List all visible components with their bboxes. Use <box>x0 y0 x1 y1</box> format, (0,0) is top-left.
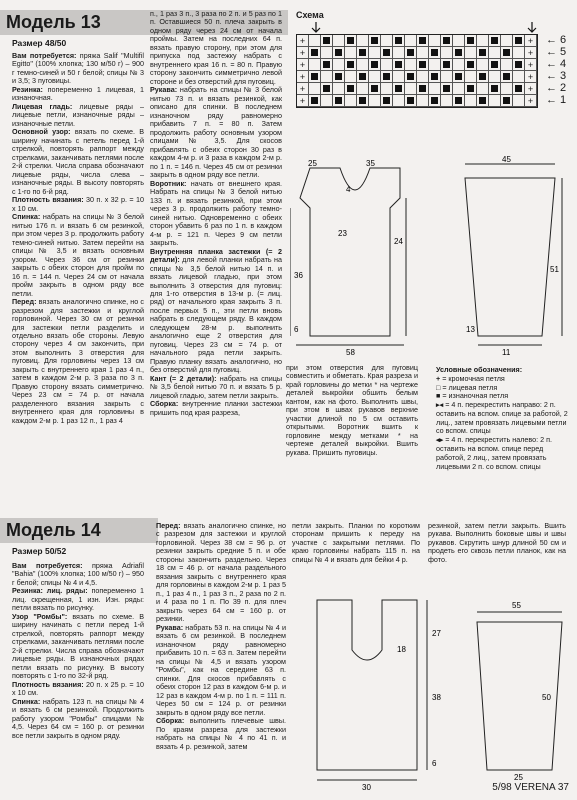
paragraph-text: набрать на спицы № 3,5 белой нитью 70 п. и вязать 5 р. лицевой гладью, затем петли закрыть. <box>150 373 282 400</box>
model13-middle-column <box>150 10 282 500</box>
scheme-cell <box>381 35 393 47</box>
dim-label: 30 <box>362 783 371 790</box>
scheme-cell <box>489 35 501 47</box>
paragraph <box>12 681 144 698</box>
scheme-cell: + <box>525 59 537 71</box>
scheme-cell <box>405 95 417 107</box>
scheme-cell: + <box>525 95 537 107</box>
paragraph <box>12 562 144 587</box>
paragraph <box>12 196 144 213</box>
paragraph-lead: Перед: <box>156 522 181 530</box>
dim-label: 25 <box>514 773 523 782</box>
magazine-issue: 5/98 VERENA <box>492 782 556 793</box>
scheme-row-number: ← 4 <box>546 58 567 70</box>
scheme-cell <box>393 35 405 47</box>
paragraph-text: попеременно 1 лиц. скрещенная, 1 изн. Изн. ряды: петли вязать по рисунку. <box>12 586 144 613</box>
scheme-cell <box>309 71 321 83</box>
legend-symbol-icon: ▸◂ <box>436 400 444 410</box>
scheme-cell <box>453 71 465 83</box>
scheme-cell <box>489 83 501 95</box>
scheme-cell <box>309 47 321 59</box>
page-number: 37 <box>557 782 569 793</box>
scheme-cell: + <box>297 83 309 95</box>
scheme-cell <box>357 83 369 95</box>
scheme-cell <box>417 83 429 95</box>
scheme-cell <box>333 47 345 59</box>
paragraph-lead: Кант (= 2 детали): <box>150 373 217 383</box>
scheme-cell <box>513 83 525 95</box>
scheme-cell <box>453 35 465 47</box>
scheme-cell <box>453 47 465 59</box>
scheme-cell <box>345 59 357 71</box>
legend-text: = кромочная петля <box>440 373 505 383</box>
scheme-cell <box>453 95 465 107</box>
scheme-row-number: ← 2 <box>546 82 567 94</box>
front-piece-outline <box>317 600 417 770</box>
dim-label: 13 <box>466 325 475 334</box>
scheme-cell <box>393 47 405 59</box>
paragraph-text: набрать 123 п. на спицы № 4 и вязать 6 см резинкой. Продолжить работу узором "Ромбы" спицами № 4,5. Через 64 см = 160 р. от резинки все петли закрыть в одном ряду. <box>12 696 144 740</box>
dim-label: 35 <box>366 159 375 168</box>
scheme-cell: + <box>297 47 309 59</box>
scheme-cell <box>429 95 441 107</box>
scheme-cell <box>333 83 345 95</box>
paragraph-lead: Вам потребуется: <box>12 562 83 570</box>
scheme-cell <box>381 95 393 107</box>
scheme-cell <box>357 47 369 59</box>
scheme-arrows <box>296 20 556 36</box>
scheme-cell <box>477 83 489 95</box>
paragraph <box>12 128 144 196</box>
scheme-cell <box>369 35 381 47</box>
scheme-cell <box>333 35 345 47</box>
scheme-cell <box>501 83 513 95</box>
scheme-cell <box>381 47 393 59</box>
scheme-cell <box>345 35 357 47</box>
scheme-cell: + <box>525 35 537 47</box>
scheme-cell <box>357 71 369 83</box>
paragraph-text: пряжа Adriafil "Bahia" (100% хлопка; 100 м/50 г) – 950 г белой; спицы № 4 и 4,5. <box>12 562 144 587</box>
paragraph <box>12 298 144 425</box>
scheme-cell <box>393 59 405 71</box>
paragraph <box>12 103 144 128</box>
scheme-cell <box>369 47 381 59</box>
scheme-cell <box>381 59 393 71</box>
paragraph-text: внутренние планки застежки пришить под края разреза, <box>150 399 282 417</box>
paragraph-text: вязать по схеме. В ширину начинать с петли перед 1-й стрелкой, повторять раппорт между стрелками, заканчивать петлями после 2-й стрелки. Числа справа обозначают лицевые ряды. В изнаночных рядах петли вязать по рисунку. В высоту повторять с 1-го по 32-й ряд. <box>12 611 144 681</box>
scheme-cell <box>417 47 429 59</box>
paragraph-lead: Плотность вязания: <box>12 195 84 205</box>
paragraph <box>12 587 144 612</box>
model13-legend <box>436 366 570 471</box>
scheme-cell <box>513 59 525 71</box>
scheme-cell <box>429 35 441 47</box>
paragraph-lead: Рукава: <box>156 622 184 632</box>
paragraph <box>156 522 286 624</box>
dim-label: 38 <box>432 693 441 702</box>
paragraph <box>12 213 144 298</box>
scheme-cell: + <box>297 59 309 71</box>
scheme-cell <box>321 35 333 47</box>
paragraph-lead: Резинка: <box>12 84 43 94</box>
paragraph-text: попеременно 1 лицевая, 1 изнаночная. <box>12 84 144 103</box>
scheme-cell <box>321 47 333 59</box>
dim-label: 50 <box>542 693 551 702</box>
paragraph-text: вязать аналогично спинке, но с разрезом для застежки и круглой горловиной. Через 38 см = 96 р. от резинки закрыть средние 5 п. и обе стороны закончить раздельно. Через 18 см = 46 р. от начала раздельного вязания закрыть с внутреннего края для горловины в каждом 2-м р. 1 раз 5 п., 1 раз 4 п., 1 раз 3 п., 2 раза по 2 п. и 4 раза по 1 п. По 39 п. для плеч закрыть через 64 см = 160 р. от резинки. <box>156 522 286 624</box>
paragraph <box>150 375 282 400</box>
page-footer <box>492 782 569 793</box>
scheme-cell <box>513 47 525 59</box>
paragraph <box>150 400 282 417</box>
scheme-cell <box>309 35 321 47</box>
scheme-cell <box>453 59 465 71</box>
paragraph-lead: Воротник: <box>150 178 187 188</box>
scheme-cell <box>465 95 477 107</box>
scheme-cell <box>405 59 417 71</box>
scheme-cell <box>405 47 417 59</box>
paragraph <box>150 86 282 179</box>
paragraph-text: 30 п. х 32 р. = 10 х 10 см. <box>12 195 144 213</box>
model13-bottom-text: при этом отверстия для пуговиц совместить и обметать. Края разреза и край горловины до метки * на чертеже деталей выкройки обшить белым кантом, как на фото. Выполнить швы, при этом в швах рукавов верхние участки длиной по 5 см оставить открытыми. Воротник вшить к горловине между метками * на чертеже деталей выкройки. Вшить рукава. Пришить пуговицы. <box>286 364 418 457</box>
scheme-cell <box>417 95 429 107</box>
scheme-cell <box>417 71 429 83</box>
model14-right-column: петли закрыть. Планки по коротким сторонам пришить к переду на участке с закрытыми петлями. По краю горловины набрать 115 п. на спицы № 4 и вязать для бейки 4 р. <box>292 522 420 564</box>
scheme-cell <box>333 95 345 107</box>
paragraph <box>150 248 282 375</box>
scheme-cell <box>489 71 501 83</box>
paragraph <box>12 613 144 681</box>
dim-label: 58 <box>346 348 355 357</box>
scheme-cell <box>321 83 333 95</box>
scheme-cell <box>477 95 489 107</box>
scheme-cell <box>357 95 369 107</box>
scheme-cell <box>441 59 453 71</box>
scheme-cell <box>309 59 321 71</box>
paragraph-lead: Сборка: <box>156 716 185 726</box>
dim-label: 11 <box>502 348 511 357</box>
scheme-cell <box>333 59 345 71</box>
scheme-cell <box>405 71 417 83</box>
scheme-cell <box>357 35 369 47</box>
dim-label: 45 <box>502 155 511 164</box>
scheme-cell: + <box>525 83 537 95</box>
scheme-cell <box>501 59 513 71</box>
scheme-cell <box>405 35 417 47</box>
paragraph <box>12 52 144 86</box>
scheme-row-number: ← 6 <box>546 34 567 46</box>
scheme-cell <box>345 47 357 59</box>
scheme-row-number: ← 1 <box>546 94 567 106</box>
scheme-row-number: ← 5 <box>546 46 567 58</box>
paragraph-lead: Плотность вязания: <box>12 679 84 689</box>
arrow-right-icon <box>312 22 320 32</box>
paragraph-lead: Вам потребуется: <box>12 52 77 60</box>
model14-middle-column <box>156 522 286 782</box>
paragraph-lead: Спинка: <box>12 212 41 222</box>
legend-symbol-icon: + <box>436 373 441 383</box>
arrow-left-icon <box>528 22 536 32</box>
paragraph-text: 20 п. х 25 р. = 10 х 10 см. <box>12 679 144 698</box>
scheme-cell <box>309 83 321 95</box>
scheme-cell <box>405 83 417 95</box>
paragraph-lead: Рукава: <box>150 85 178 95</box>
scheme-row-number: ← 3 <box>546 70 567 82</box>
scheme-cell <box>501 95 513 107</box>
paragraph-lead: Основной узор: <box>12 127 71 137</box>
model14-pattern-drawing <box>292 580 577 790</box>
dim-label: 24 <box>394 237 403 246</box>
scheme-cell <box>369 83 381 95</box>
scheme-cell <box>429 83 441 95</box>
scheme-cell <box>309 95 321 107</box>
legend-item <box>436 436 570 471</box>
paragraph-text: для левой планки набрать на спицы № 3,5 белой нитью 14 п. и вязать лицевой гладью, при этом выполнить 3 отверстия для пуговиц: для 1-го отверстия в 13-м р. (= лиц. ряд) от начального края закрыть 3 п. после первых 5 п., эти петли вновь набрать в следующем ряду. В каждом следующем 28-м р. выполнить аналогично еще 2 отверстия для пуговиц. Через 23 см = 74 р. от начального ряда петли закрыть. Правую планку вязать аналогично, но без отверстий для пуговиц. <box>150 255 282 375</box>
scheme-cell <box>321 95 333 107</box>
dim-label: 36 <box>294 271 303 280</box>
model13-size: Размер 48/50 <box>12 38 67 48</box>
legend-symbol-icon: □ <box>436 382 441 392</box>
scheme-cell <box>441 83 453 95</box>
legend-text: = 4 п. перекрестить налево: 2 п. оставить на вспом. спице перед работой, 2 лиц., затем провязать лицевыми 2 п. со вспом. спицы <box>436 435 553 471</box>
scheme-cell <box>465 83 477 95</box>
paragraph <box>12 698 144 740</box>
dim-label: 18 <box>397 645 406 654</box>
scheme-cell <box>513 95 525 107</box>
paragraph <box>156 624 286 717</box>
paragraph-text: вязать по схеме. В ширину начинать с петель перед 1-й стрелкой, повторять раппорт между стрелками, заканчивать петлями после 2-й стрелки. Числа справа обозначают лицевые ряды, числа слева – изнаночные ряды. В высоту повторять с 1-го по 6-й ряд. <box>12 127 144 196</box>
paragraph <box>12 86 144 103</box>
scheme-cell <box>393 95 405 107</box>
scheme-cell <box>465 47 477 59</box>
legend-symbol-icon: ■ <box>436 391 441 401</box>
scheme-cell <box>513 71 525 83</box>
scheme-title: Схема <box>296 10 324 20</box>
scheme-cell <box>465 71 477 83</box>
paragraph <box>150 10 282 86</box>
scheme-cell <box>441 71 453 83</box>
scheme-cell <box>489 47 501 59</box>
scheme-cell <box>345 71 357 83</box>
paragraph-text: набрать на спицы № 3 белой нитью 176 п. и вязать 6 см резинкой, при этом через 3 р. продолжить работу темно-синей нитью. Затем перейти на спицы № 3,5 и вязать основным узором. Через 36 см от резинки закрыть с обеих сторон для пройм по 16 п. = 144 п. Через 24 см от начала пройм закрыть в одном ряду все петли. <box>12 212 144 298</box>
scheme-cell <box>477 71 489 83</box>
paragraph-text: лицевые ряды – лицевые петли, изнаночные ряды – изнаночные петли. <box>12 101 144 128</box>
dim-label: 4 <box>346 185 351 194</box>
scheme-cell <box>429 59 441 71</box>
scheme-cell <box>513 35 525 47</box>
scheme-row-numbers <box>546 34 566 106</box>
scheme-cell <box>369 71 381 83</box>
model13-title: Модель 13 <box>0 10 288 35</box>
paragraph <box>150 180 282 248</box>
paragraph-text: начать от внешнего края. Набрать на спицы № 3 белой нитью 133 п. и вязать резинкой, при этом через 3 р. продолжить работу темно-синей нитью. Одновременно с обеих сторон убавить 6 раз по 1 п. в каждом 4-м р. = 121 п. Через 9 см петли закрыть. <box>150 178 282 248</box>
legend-symbol-icon: ◂▸ <box>436 435 444 445</box>
scheme-cell <box>369 59 381 71</box>
scheme-cell <box>501 47 513 59</box>
scheme-cell <box>393 83 405 95</box>
legend-text: = 4 п. перекрестить направо: 2 п. оставить на вспом. спице за работой, 2 лиц., затем провязать лицевыми петли со вспом. спицы <box>436 400 568 436</box>
scheme-cell <box>477 35 489 47</box>
model13-pattern-drawing <box>290 150 577 360</box>
paragraph <box>156 717 286 751</box>
dim-label: 23 <box>338 229 347 238</box>
paragraph-text: набрать 53 п. на спицы № 4 и вязать 6 см резинкой. В последнем изнаночном ряду равномерно прибавить 10 п. = 63 п. Затем перейти на спицы № 4,5 и вязать узором "Ромбы", как на середине 63 п. спинки. Для скосов прибавлять с обеих сторон 12 раз в каждом 6-м р. и 12 раз в каждом 4-м р. по 1 п. = 111 п. Через 50 см = 124 р. от резинки закрыть в одном ряду все петли. <box>156 622 286 717</box>
sleeve-piece-outline <box>465 178 555 336</box>
scheme-cell: + <box>297 71 309 83</box>
model13-left-column <box>12 52 144 500</box>
scheme-cell <box>489 59 501 71</box>
scheme-cell <box>333 71 345 83</box>
scheme-cell: + <box>525 71 537 83</box>
pattern-scheme-grid <box>296 34 538 108</box>
paragraph-text: вязать аналогично спинке, но с разрезом для застежки и круглой горловиной. Через 30 см от резинки для застежки петли разделить и отдельно вязать обе стороны. Левую сторону через 4 см закончить, при этом выполнить 3 отверстия для пуговиц. Для горловины через 13 см закрыть с внутреннего края 1 раз 4 п., затем в каждом 2-м р. 3 раза по 3 п. Правую сторону вязать симметрично. Через 23 см = 74 р. от начала разделенного вязания закрыть с внутреннего края для горловины в каждом 2-м р. 1 раз 12 п., 1 раз 4 <box>12 297 144 425</box>
paragraph-lead: Сборка: <box>150 399 179 409</box>
legend-item <box>436 401 570 436</box>
legend-text: = изнаночная петля <box>440 391 509 401</box>
dim-label: 55 <box>512 601 521 610</box>
scheme-cell <box>345 95 357 107</box>
scheme-cell <box>429 71 441 83</box>
scheme-cell <box>369 95 381 107</box>
paragraph-lead: Резинка: лиц. ряды: <box>12 586 88 596</box>
scheme-cell: + <box>297 35 309 47</box>
scheme-cell <box>381 71 393 83</box>
scheme-cell <box>453 83 465 95</box>
model14-size: Размер 50/52 <box>12 546 67 556</box>
scheme-cell <box>489 95 501 107</box>
model14-left-column <box>12 562 144 782</box>
paragraph-lead: Лицевая гладь: <box>12 101 73 111</box>
legend-title: Условные обозначения: <box>436 365 523 374</box>
paragraph-text: пряжа Salif "Multifil Egitto" (100% хлопка; 130 м/50 г) – 900 г темно-синей и 50 г белой; спицы № 3 и 3,5; 3 пуговицы. <box>12 52 144 86</box>
scheme-cell: + <box>297 95 309 107</box>
paragraph-text: п., 1 раз 3 п., 3 раза по 2 п. и 5 раз по 1 п. Оставшиеся 50 п. плеча закрыть в одном ряду через 24 см от начала проймы. Затем на последних 64 п. вязать правую сторону, при этом для припуска под застежку набрать с внутреннего края 16 п. = 80 п. Правую сторону закончить симметрично левой стороне и без отверстий для пуговиц. <box>150 10 282 86</box>
dim-label: 27 <box>432 629 441 638</box>
scheme-cell: + <box>525 47 537 59</box>
model14-title: Модель 14 <box>0 518 158 543</box>
scheme-cell <box>477 47 489 59</box>
scheme-cell <box>441 47 453 59</box>
scheme-cell <box>321 71 333 83</box>
scheme-cell <box>465 35 477 47</box>
paragraph-lead: Перед: <box>12 297 37 307</box>
model14-far-right-column: резинкой, затем петли закрыть. Вшить рукава. Выполнить боковые швы и швы рукавов. Скрутить шнур длиной 50 см и продеть его сквозь петли планок, как на фото. <box>428 522 566 564</box>
legend-text: = лицевая петля <box>440 382 498 392</box>
scheme-cell <box>417 35 429 47</box>
scheme-cell <box>441 35 453 47</box>
paragraph-text: набрать на спицы № 3 белой нитью 73 п. и вязать резинкой, как описано для спинки. В последнем изнаночном ряду равномерно прибавить 7 п. = 80 п. Затем продолжить работу основным узором спицами № 3,5. Для скосов прибавлять с обеих сторон 30 раз в каждом 4-м р. и 3 раза в каждом 2-м р. по 1 п. = 146 п. Через 45 см от резинки закрыть в одном ряду все петли. <box>150 85 282 180</box>
scheme-cell <box>381 83 393 95</box>
scheme-cell <box>393 71 405 83</box>
dim-label: 25 <box>308 159 317 168</box>
scheme-cell <box>501 71 513 83</box>
scheme-cell <box>417 59 429 71</box>
scheme-cell <box>357 59 369 71</box>
legend-list <box>436 375 570 472</box>
scheme-cell <box>477 59 489 71</box>
paragraph-lead: Спинка: <box>12 696 41 706</box>
paragraph-lead: Внутренняя планка застежки (= 2 детали): <box>150 246 282 265</box>
scheme-cell <box>501 35 513 47</box>
dim-label: 51 <box>550 265 559 274</box>
paragraph-text: выполнить плечевые швы. По краям разреза для застежки набрать на спицы № 4 по 41 п. и вязать 4 р. резинкой, затем <box>156 716 286 751</box>
scheme-cell <box>429 47 441 59</box>
scheme-cell <box>465 59 477 71</box>
dim-label: 6 <box>432 759 437 768</box>
scheme-cell <box>345 83 357 95</box>
dim-label: 6 <box>294 325 299 334</box>
scheme-cell <box>441 95 453 107</box>
paragraph-lead: Узор "Ромбы": <box>12 611 68 621</box>
scheme-cell <box>321 59 333 71</box>
